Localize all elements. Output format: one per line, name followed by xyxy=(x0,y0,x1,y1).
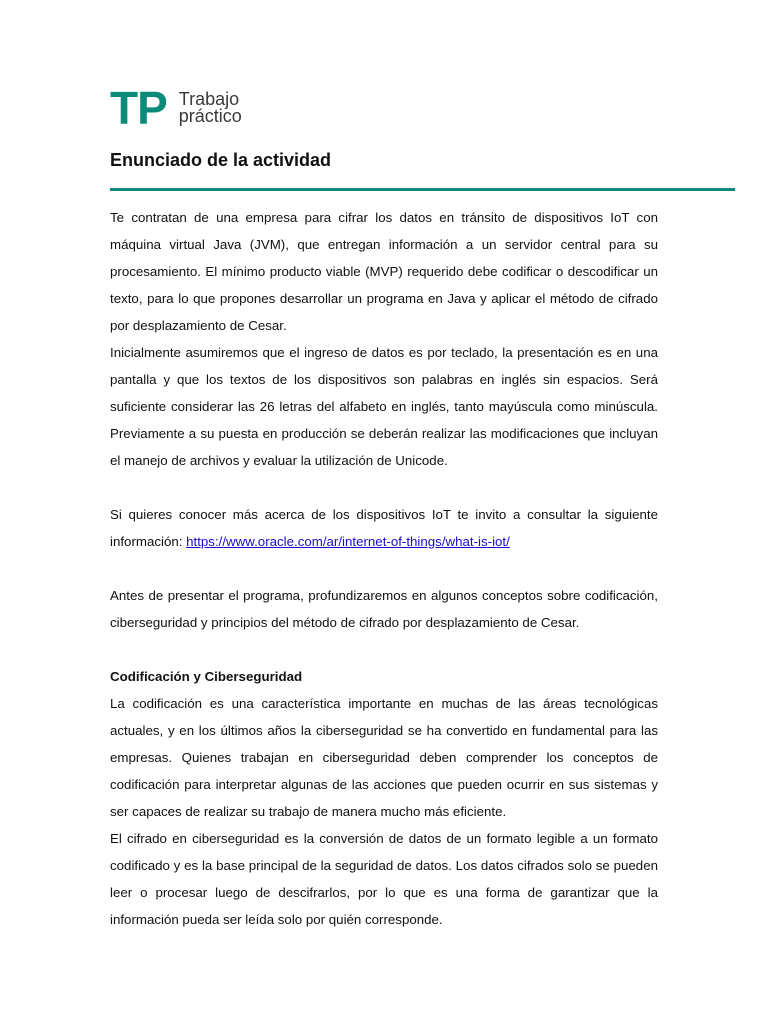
logo-mark: TP xyxy=(110,82,167,134)
paragraph-spacer xyxy=(110,555,658,582)
iot-info-link[interactable]: https://www.oracle.com/ar/internet-of-things/what-is-iot/ xyxy=(186,534,510,549)
document-body xyxy=(110,204,658,933)
paragraph-more-info xyxy=(110,501,658,555)
paragraph-encryption: El cifrado en ciberseguridad es la conversión de datos de un formato legible a un formato codificado y es la base principal de la seguridad de datos. Los datos cifrados solo se pueden leer o procesar luego de descifrarlos, por lo que es una forma de garantizar que la información pueda ser leída solo por quién corresponde. xyxy=(110,831,658,927)
paragraph-spacer xyxy=(110,474,658,501)
logo-text-line-1: Trabajo xyxy=(178,89,240,109)
paragraph-spacer xyxy=(110,636,658,663)
subheading-coding-cybersecurity: Codificación y Ciberseguridad xyxy=(110,669,303,684)
logo-text-line-2: práctico xyxy=(178,106,242,126)
paragraph-intro: Te contratan de una empresa para cifrar los datos en tránsito de dispositivos IoT con máquina virtual Java (JVM), que entregan información a un servidor central para su procesamiento. El mínimo producto viable (MVP) requerido debe codificar o descodificar un texto, para lo que propones desarrollar un programa en Java y aplicar el método de cifrado por desplazamiento de Cesar. xyxy=(110,210,658,333)
title-divider xyxy=(110,188,735,191)
more-info-text: Si quieres conocer más acerca de los dispositivos IoT te invito a consultar la siguiente información: xyxy=(110,507,658,549)
paragraph-coding: La codificación es una característica importante en muchas de las áreas tecnológicas actuales, y en los últimos años la ciberseguridad se ha convertido en fundamental para las empresas. Quienes trabajan en ciberseguridad deben comprender los conceptos de codificación para interpretar algunas de las acciones que pueden ocurrir en sus sistemas y ser capaces de realizar su trabajo de manera mucho más eficiente. xyxy=(110,696,658,819)
paragraph-concepts: Antes de presentar el programa, profundizaremos en algunos conceptos sobre codificación, ciberseguridad y principios del método de cifrado por desplazamiento de Cesar. xyxy=(110,588,658,630)
section-title: Enunciado de la actividad xyxy=(110,150,332,170)
paragraph-assumptions: Inicialmente asumiremos que el ingreso de datos es por teclado, la presentación es en una pantalla y que los textos de los dispositivos son palabras en inglés sin espacios. Será suficiente considerar las 26 letras del alfabeto en inglés, tanto mayúscula como minúscula. Previamente a su puesta en producción se deberán realizar las modificaciones que incluyan el manejo de archivos y evaluar la utilización de Unicode. xyxy=(110,345,658,468)
tp-logo xyxy=(110,82,242,134)
logo-text xyxy=(179,91,242,125)
